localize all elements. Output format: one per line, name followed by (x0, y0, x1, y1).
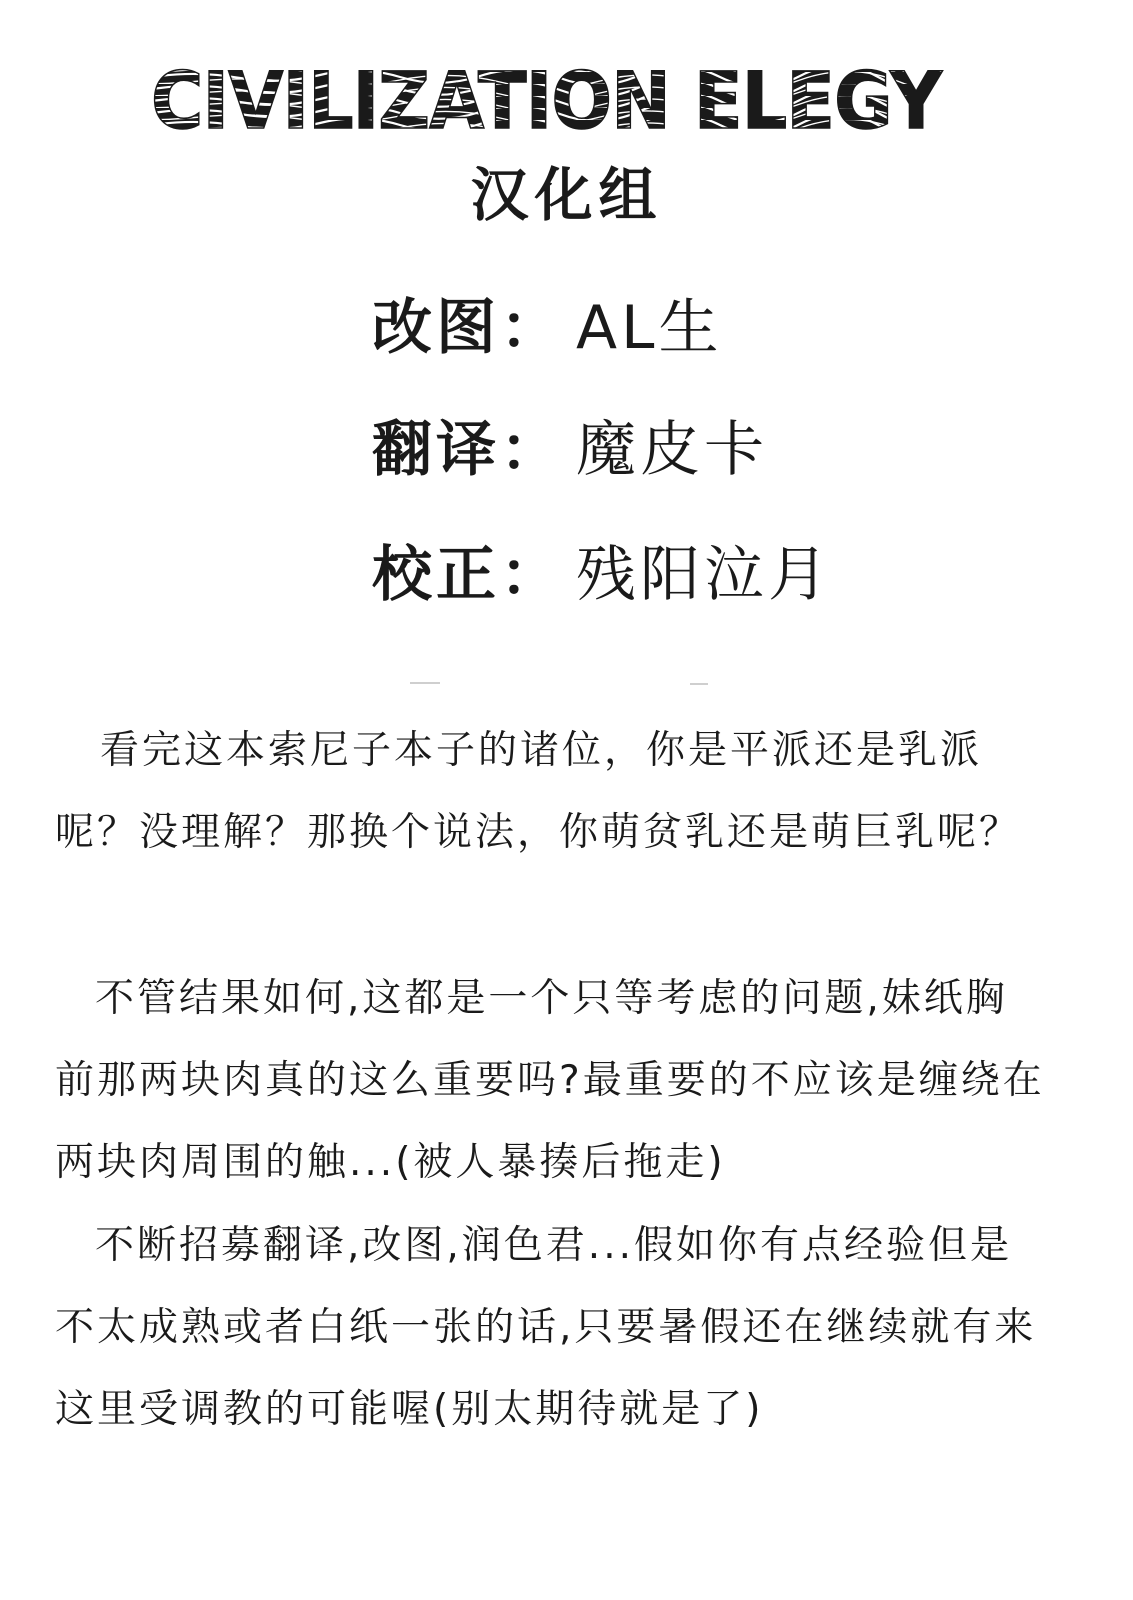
credit-role: 校正： (372, 540, 564, 610)
credit-proofread (372, 535, 832, 615)
body-paragraph: 不管结果如何,这都是一个只等考虑的问题,妹纸胸前那两块肉真的这么重要吗?最重要的不应该是缠绕在两块肉周围的触...(被人暴揍后拖走) (55, 976, 1045, 1185)
scan-speck (410, 682, 440, 684)
body-paragraph: 不断招募翻译,改图,润色君...假如你有点经验但是不太成熟或者白纸一张的话,只要暑假还在继续就有来这里受调教的可能喔(别太期待就是了) (55, 1223, 1037, 1432)
group-label: 汉化组 (470, 161, 663, 229)
credit-redraw (372, 288, 722, 368)
group-logo-text: CIVILIZATION ELEGY (151, 60, 944, 140)
credit-role: 改图： (372, 293, 564, 363)
credit-translation (372, 410, 768, 490)
credit-name: AL生 (576, 293, 723, 363)
body-paragraph: 看完这本索尼子本子的诸位，你是平派还是乳派呢？没理解？那换个说法，你萌贫乳还是萌巨乳呢？ (55, 728, 1022, 855)
credit-role: 翻译： (372, 415, 564, 485)
credit-name: 魔皮卡 (576, 415, 768, 485)
scan-speck (690, 683, 708, 685)
group-logo-graphic (0, 60, 1133, 140)
group-logo (0, 60, 1133, 140)
credit-name: 残阳泣月 (576, 540, 832, 610)
